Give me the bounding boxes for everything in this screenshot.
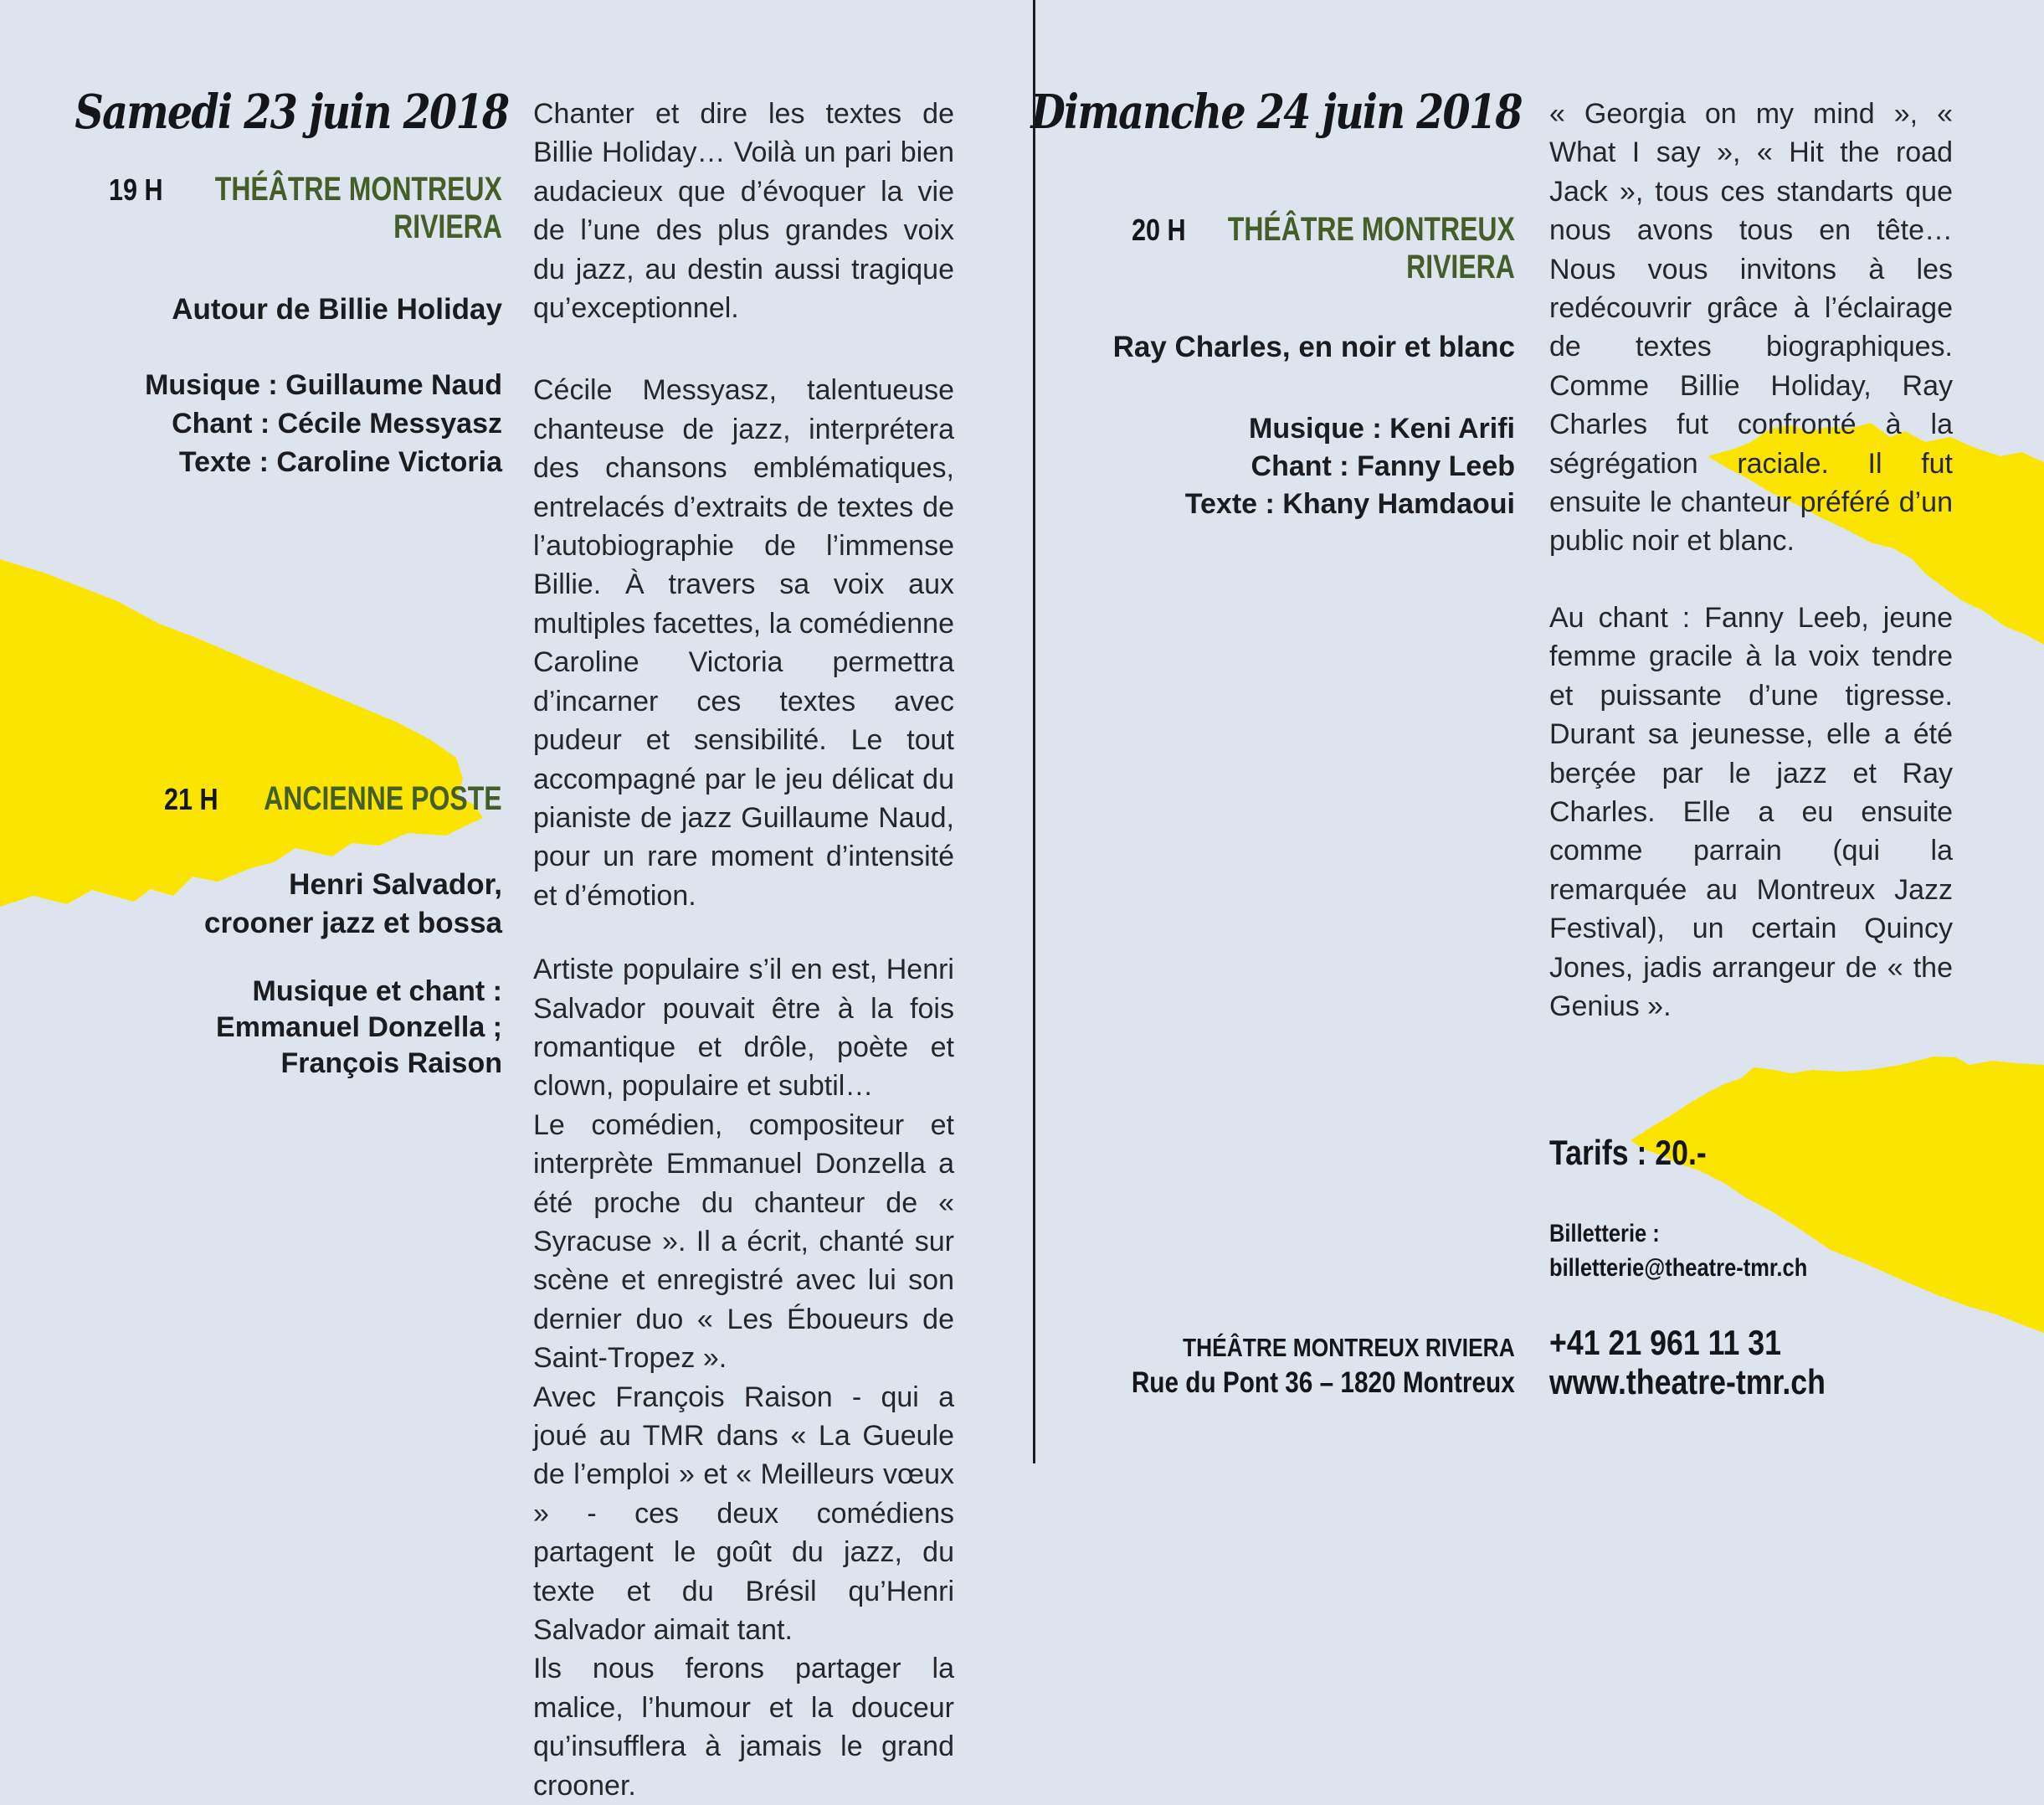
event1-credit-musique: Musique : Guillaume Naud (145, 369, 502, 401)
event1-credit-chant: Chant : Cécile Messyasz (172, 408, 502, 440)
website-url: www.theatre-tmr.ch (1549, 1362, 1826, 1401)
event3-title: Ray Charles, en noir et blanc (1112, 331, 1515, 363)
event1-venue (215, 171, 502, 246)
left-paragraph-3a: Artiste populaire s’il en est, Henri Salvador pouvait être à la fois romantique et drôle, poète et clown, populaire et subtil… (533, 954, 954, 1103)
event3-credit-texte: Texte : Khany Hamdaoui (1184, 488, 1515, 520)
billetterie-email: billetterie@theatre-tmr.ch (1549, 1254, 1808, 1282)
left-paragraph-3c: Avec François Raison - qui a joué au TMR dans « La Gueule de l’emploi » et « Meilleurs vœux » - ces deux comédiens partagent le goût du jazz, du texte et du Brésil qu’Henri Salvador aimait tant. (533, 1381, 954, 1647)
phone-number: +41 21 961 11 31 (1549, 1323, 1781, 1362)
event2-title-line2: crooner jazz et bossa (204, 907, 502, 939)
left-paragraph-1: Chanter et dire les textes de Billie Holiday… Voilà un pari bien audacieux que d’évoquer la vie de l’une des plus grandes voix du jazz, au destin aussi tragique qu’exceptionnel. (533, 98, 954, 325)
left-date-header: Samedi 23 juin 2018 (74, 85, 508, 140)
event2-credit-musique-chant: Musique et chant : (252, 975, 502, 1007)
right-paragraph-1: « Georgia on my mind », « What I say », « Hit the road Jack », tous ces standarts que nous avons tous en tête… Nous vous invitons à les redécouvrir grâce à l’éclairage de textes biographiques. Comme Billie Holiday, Ray Charles fut confronté à la ségrégation raciale. Il fut ensuite le chanteur préféré d’un public noir et blanc. (1549, 98, 1953, 558)
event2-time: 21 H (164, 782, 218, 816)
event1-credits (145, 366, 502, 481)
footer-venue-address: Rue du Pont 36 – 1820 Montreux (1132, 1366, 1515, 1399)
event1-time: 19 H (109, 172, 163, 207)
event2-title-line1: Henri Salvador, (289, 868, 502, 901)
event2-credit-raison: François Raison (280, 1047, 502, 1079)
billetterie-label: Billetterie : (1549, 1220, 1660, 1247)
left-paragraph-3d: Ils nous ferons partager la malice, l’humour et la douceur qu’insufflera à jamais le grand crooner. (533, 1653, 954, 1802)
contact-block (1549, 1323, 1826, 1401)
event3-credit-musique: Musique : Keni Arifi (1249, 413, 1515, 445)
event3-venue-line2: RIVIERA (1406, 249, 1515, 285)
event3-time: 20 H (1132, 213, 1186, 247)
event2-credits (216, 974, 502, 1082)
left-body-column (533, 95, 954, 1805)
footer-venue-name: THÉÂTRE MONTREUX RIVIERA (1183, 1333, 1515, 1362)
right-body-column (1549, 95, 1953, 1026)
event3-venue-line1: THÉÂTRE MONTREUX (1227, 211, 1515, 248)
event3-credit-chant: Chant : Fanny Leeb (1251, 450, 1515, 482)
event3-venue (1228, 211, 1515, 286)
event1-credit-texte: Texte : Caroline Victoria (178, 446, 502, 478)
event1-venue-line2: RIVIERA (393, 208, 502, 245)
event2-venue (264, 780, 502, 818)
left-paragraph-2: Cécile Messyasz, talentueuse chanteuse de jazz, interprétera des chansons emblématiques, entrelacés d’extraits de textes de l’autobiographie de l’immense Billie. À travers sa voix aux multiples facettes, la comédienne Caroline Victoria permettra d’incarner ces textes avec pudeur et sensibilité. Le tout accompagné par le jeu délicat du pianiste de jazz Guillaume Naud, pour un rare moment d’intensité et d’émotion. (533, 374, 954, 912)
event1-venue-line1: THÉÂTRE MONTREUX (214, 171, 502, 208)
center-fold-divider (1033, 0, 1035, 1463)
left-paragraph-3b: Le comédien, compositeur et interprète Emmanuel Donzella a été proche du chanteur de « Syracuse ». Il a écrit, chanté sur scène et enregistré avec lui son dernier duo « Les Éboueurs de Saint-Tropez ». (533, 1108, 954, 1375)
event2-credit-donzella: Emmanuel Donzella ; (216, 1011, 502, 1043)
right-paragraph-2: Au chant : Fanny Leeb, jeune femme gracile à la voix tendre et puissante d’une tigresse. Durant sa jeunesse, elle a été berçée par le jazz et Ray Charles. Elle a eu ensuite comme parrain (qui la remarquée au Montreux Jazz Festival), un certain Quincy Jones, jadis arrangeur de « the Genius ». (1549, 601, 1953, 1022)
event2-title (204, 866, 502, 943)
right-date-header: Dimanche 24 juin 2018 (1030, 85, 1522, 140)
tarifs-line: Tarifs : 20.- (1549, 1133, 1707, 1172)
event3-credits (1185, 410, 1515, 523)
torn-paper-bottom-right-shape (1631, 1057, 2044, 1333)
event2-venue-line1: ANCIENNE POSTE (264, 780, 502, 817)
event1-title: Autour de Billie Holiday (172, 293, 502, 326)
torn-paper-left-shape (0, 559, 483, 907)
